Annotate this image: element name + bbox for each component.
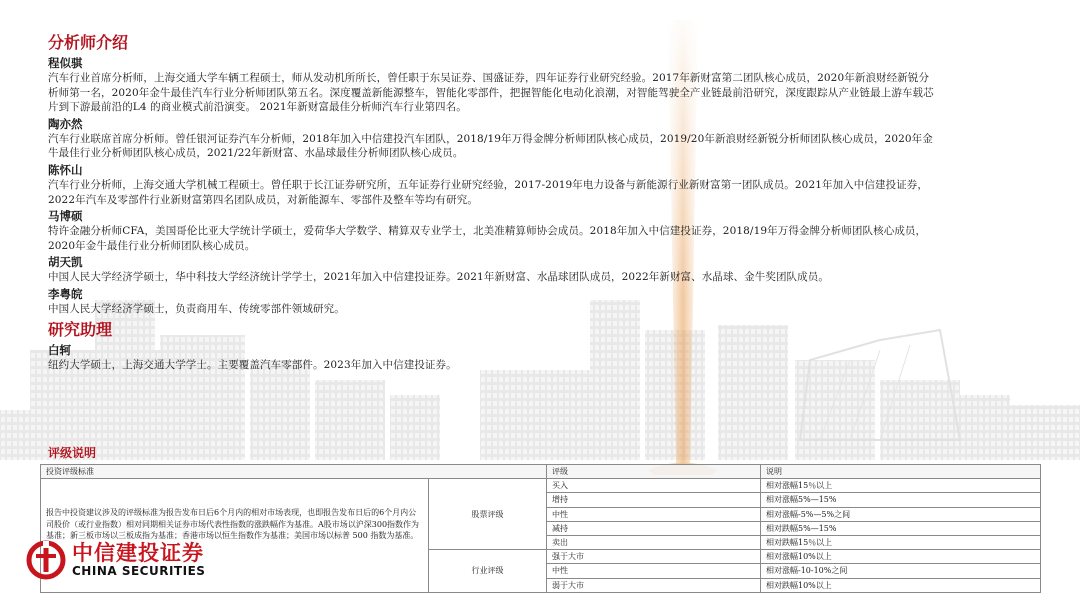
analyst-name: 胡天凯 — [48, 255, 83, 270]
rating-label: 强于大市 — [547, 550, 761, 564]
assistant-entry — [48, 342, 938, 373]
header-standard: 投资评级标准 — [41, 465, 547, 479]
analyst-name: 程似骐 — [48, 56, 83, 70]
industry-rating-category: 行业评级 — [429, 550, 547, 593]
analyst-entry — [48, 162, 938, 207]
logo-name-cn: 中信建投证券 — [72, 541, 204, 565]
analyst-entry — [48, 208, 938, 253]
analyst-bio: 汽车行业联席首席分析师。曾任银河证券汽车分析师，2018年加入中信建投汽车团队，2018/19年万得金牌分析师团队核心成员，2019/20年新浪财经新锐分析师团队核心成员，2020年金牛最佳行业分析师团队核心成员，2021/22年新财富、水晶球最佳分析师团队核心成员。 — [48, 132, 933, 160]
assistants-section-title: 研究助理 — [48, 319, 113, 339]
assistant-name: 白轲 — [48, 342, 71, 357]
analyst-entry — [48, 55, 938, 115]
header-desc: 说明 — [761, 465, 1041, 479]
stock-rating-category: 股票评级 — [429, 479, 547, 550]
logo-text — [72, 542, 205, 578]
rating-label: 中性 — [547, 507, 761, 521]
analyst-bio: 中国人民大学经济学硕士，华中科技大学经济统计学学士，2021年加入中信建投证券。2021年新财富、水晶球团队成员，2022年新财富、水晶球、金牛奖团队成员。 — [48, 271, 829, 284]
citic-emblem-icon — [26, 540, 66, 580]
analyst-entry — [48, 254, 938, 285]
analyst-section — [48, 32, 938, 373]
rating-desc: 相对跌幅15％以上 — [761, 535, 1041, 549]
analyst-bio: 汽车行业分析师，上海交通大学机械工程硕士。曾任职于长江证券研究所，五年证券行业研究经验，2017-2019年电力设备与新能源行业新财富第一团队成员。2021年加入中信建投证券，2022年汽车及零部件行业新财富第四名团队成员，对新能源车、零部件及整车等均有研究。 — [48, 178, 929, 206]
analysts-section-title: 分析师介绍 — [48, 33, 129, 52]
company-logo — [26, 540, 205, 580]
rating-label: 中性 — [547, 564, 761, 578]
analyst-name: 陈怀山 — [48, 162, 83, 177]
analyst-name: 陶亦然 — [48, 116, 83, 131]
rating-desc: 相对跌幅10%以上 — [761, 578, 1041, 592]
assistant-bio: 纽约大学硕士，上海交通大学学士。主要覆盖汽车零部件。2023年加入中信建投证券。 — [48, 358, 457, 371]
rating-label: 弱于大市 — [547, 578, 761, 592]
analyst-bio: 汽车行业首席分析师，上海交通大学车辆工程硕士，师从发动机所所长，曾任职于东吴证券、国盛证券，四年证券行业研究经验。2017年新财富第二团队核心成员，2020年新浪财经新锐分析师第一名，2020年金牛最佳汽车行业分析师团队第五名。深度覆盖新能源整车，智能化零部件，把握智能化电动化浪潮，对智能驾驶全产业链最前沿研究，深度跟踪从产业链最上游车载芯片到下游最前沿的L4 的商业模式前沿演变。 2021年新财富最佳分析师汽车行业第四名。 — [48, 72, 934, 114]
standard-description: 报告中投资建议涉及的评级标准为报告发布日后6个月内的相对市场表现，也即报告发布日后的6个月内公司股价（或行业指数）相对同期相关证券市场代表性指数的涨跌幅作为基准。A股市场以沪深300指数作为基准；新三板市场以三板成指为基准；香港市场以恒生指数作为基准；美国市场以标普 500 指数为基准。 — [41, 479, 429, 593]
table-row — [41, 479, 1041, 493]
analyst-entry — [48, 286, 938, 317]
rating-desc: 相对涨幅-5%—5%之间 — [761, 507, 1041, 521]
header-rating: 评级 — [547, 465, 761, 479]
rating-label: 买入 — [547, 479, 761, 493]
logo-name-en: CHINA SECURITIES — [72, 564, 206, 578]
rating-label: 卖出 — [547, 535, 761, 549]
rating-table-header — [41, 465, 1041, 479]
rating-label: 增持 — [547, 493, 761, 507]
analyst-bio: 中国人民大学经济学硕士，负责商用车、传统零部件领域研究。 — [48, 302, 345, 315]
analyst-list — [48, 55, 938, 317]
rating-desc: 相对涨幅-10-10%之间 — [761, 564, 1041, 578]
rating-desc: 相对涨幅5%—15% — [761, 493, 1041, 507]
analyst-name: 李粤皖 — [48, 286, 83, 301]
analyst-name: 马博硕 — [48, 209, 83, 224]
rating-section-title: 评级说明 — [48, 446, 97, 460]
rating-desc: 相对涨幅10%以上 — [761, 550, 1041, 564]
rating-desc: 相对跌幅5%—15% — [761, 521, 1041, 535]
rating-label: 减持 — [547, 521, 761, 535]
analyst-bio: 特许金融分析师CFA，美国哥伦比亚大学统计学硕士，爱荷华大学数学、精算双专业学士，北美准精算师协会成员。2018年加入中信建投证券，2018/19年万得金牌分析师团队核心成员，2020年金牛最佳行业分析师团队核心成员。 — [48, 225, 927, 252]
rating-desc: 相对涨幅15％以上 — [761, 479, 1041, 493]
analyst-entry — [48, 116, 938, 161]
